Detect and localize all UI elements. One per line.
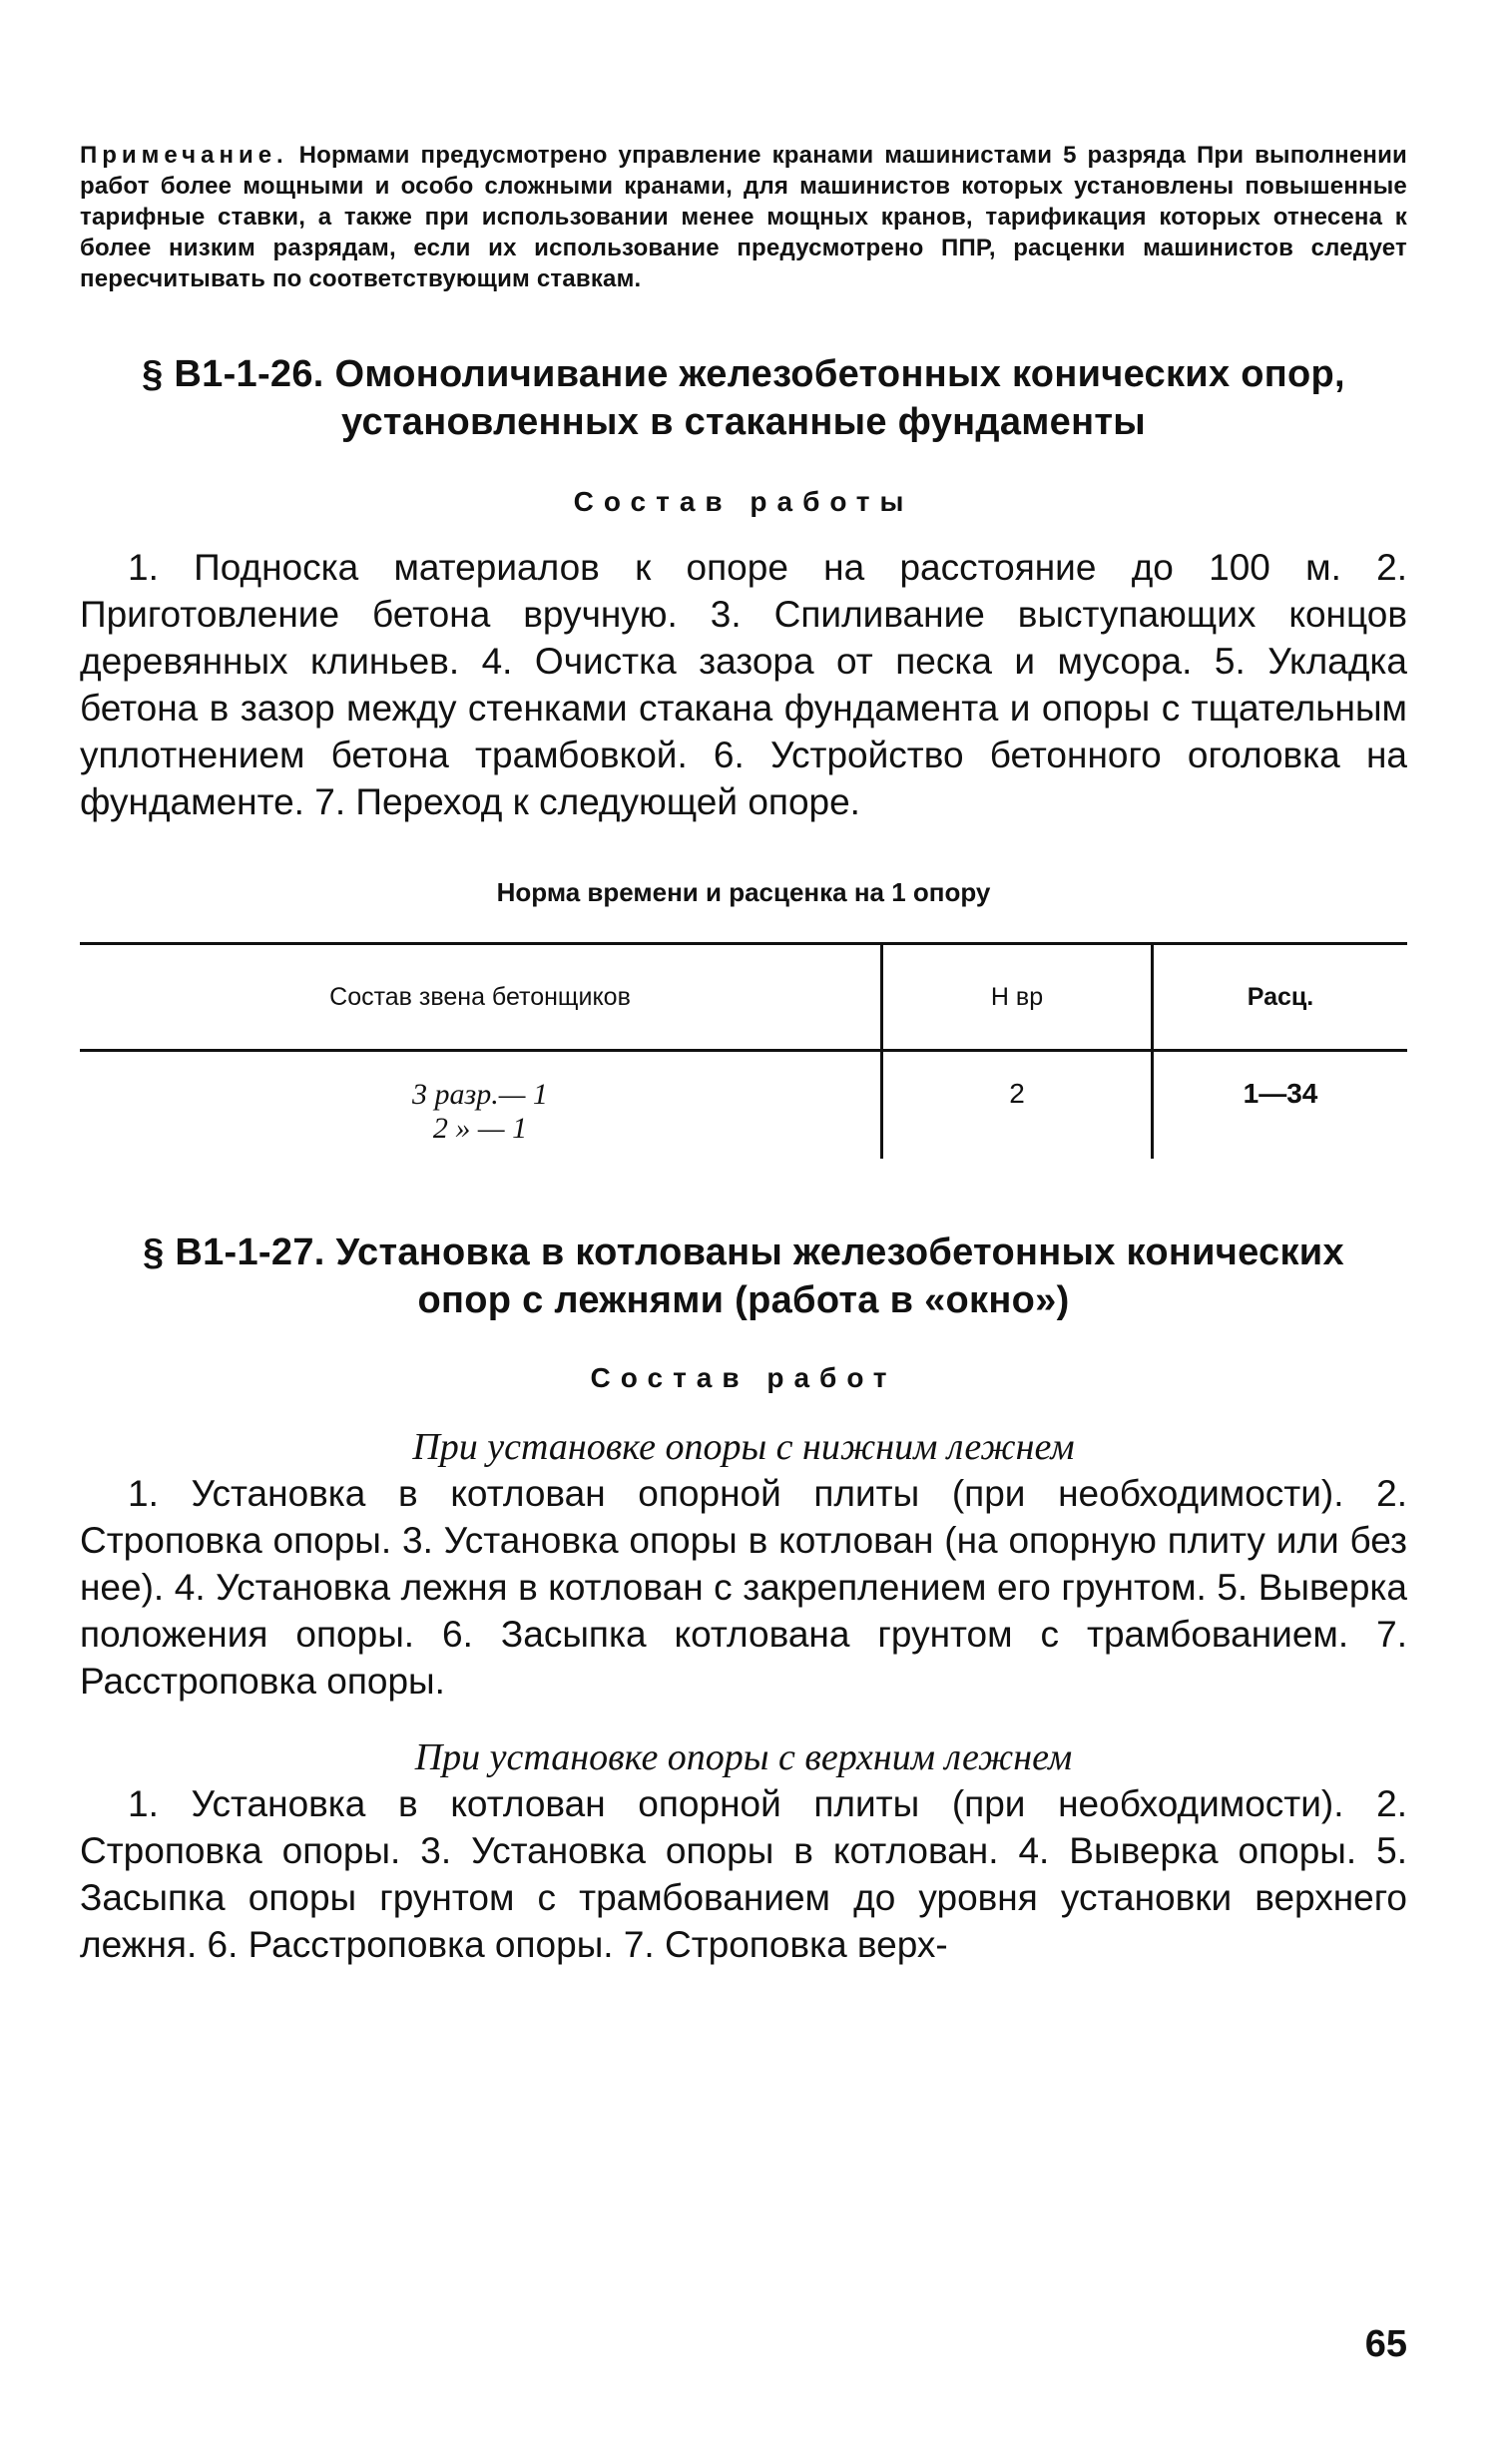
norm-table — [80, 942, 1407, 1159]
page-number: 65 — [1364, 2323, 1407, 2365]
note-paragraph — [80, 140, 1407, 294]
crew-line-1: 3 разр.— 1 — [412, 1078, 548, 1111]
work-text-upper-sill: 1. Установка в котлован опорной плиты (при необходимости). 2. Строповка опоры. 3. Установка опоры в котлован. 4. Выверка опоры. 5. Засыпка опоры грунтом с трамбованием до уровня установки верхнего лежня. 6. Расстроповка опоры. 7. Строповка верх- — [80, 1783, 1407, 1965]
table-row — [80, 1051, 1407, 1160]
header-crew: Состав звена бетонщиков — [80, 944, 882, 1051]
note-text: Нормами предусмотрено управление кранами машинистами 5 разряда При выполнении работ более мощными и особо сложными кранами, для машинистов которых установлены повышенные тарифные ставки, а также при использовании менее мощных кранов, тарификация которых отнесена к более низким разрядам, если их использование предусмотрено ППР, расценки машинистов следует пересчитывать по соответствующим ставкам. — [80, 142, 1407, 292]
note-label: Примечание. — [80, 142, 288, 169]
work-text-lower-sill: 1. Установка в котлован опорной плиты (при необходимости). 2. Строповка опоры. 3. Установка опоры в котлован (на опорную плиту или без нее). 4. Установка лежня в котлован с закреплением его грунтом. 5. Выверка положения опоры. 6. Засыпка котлована грунтом с трамбованием. 7. Расстроповка опоры. — [80, 1473, 1407, 1702]
subheading-lower-sill: При установке опоры с нижним лежнем — [412, 1426, 1075, 1468]
header-rate: Расц. — [1247, 982, 1314, 1011]
subheading-upper-sill: При установке опоры с верхним лежнем — [414, 1736, 1073, 1778]
work-heading-1: Состав работы — [573, 486, 914, 517]
table-caption: Норма времени и расценка на 1 опору — [496, 877, 991, 907]
section-title-b1-1-27: § В1-1-27. Установка в котлованы железобетонных конических опор с лежнями (работа в «окно») — [143, 1231, 1344, 1321]
cell-crew — [80, 1051, 882, 1160]
table-header-row — [80, 944, 1407, 1051]
work-text-1: 1. Подноска материалов к опоре на расстояние до 100 м. 2. Приготовление бетона вручную. 3. Спиливание выступающих концов деревянных клиньев. 4. Очистка зазора от песка и мусора. 5. Укладка бетона в зазор между стенками стакана фундамента и опоры с тщательным уплотнением бетона трамбовкой. 6. Устройство бетонного оголовка на фундаменте. 7. Переход к следующей опоре. — [80, 547, 1407, 822]
section-title-b1-1-26: § В1-1-26. Омоноличивание железобетонных конических опор, установленных в стаканные фундаменты — [142, 353, 1345, 443]
header-hvr: Н вр — [882, 944, 1153, 1051]
crew-line-2: 2 » — 1 — [432, 1112, 528, 1145]
cell-rate: 1—34 — [1243, 1078, 1318, 1109]
document-page — [80, 140, 1407, 1968]
cell-hvr: 2 — [882, 1051, 1153, 1160]
work-heading-2: Состав работ — [590, 1362, 897, 1393]
